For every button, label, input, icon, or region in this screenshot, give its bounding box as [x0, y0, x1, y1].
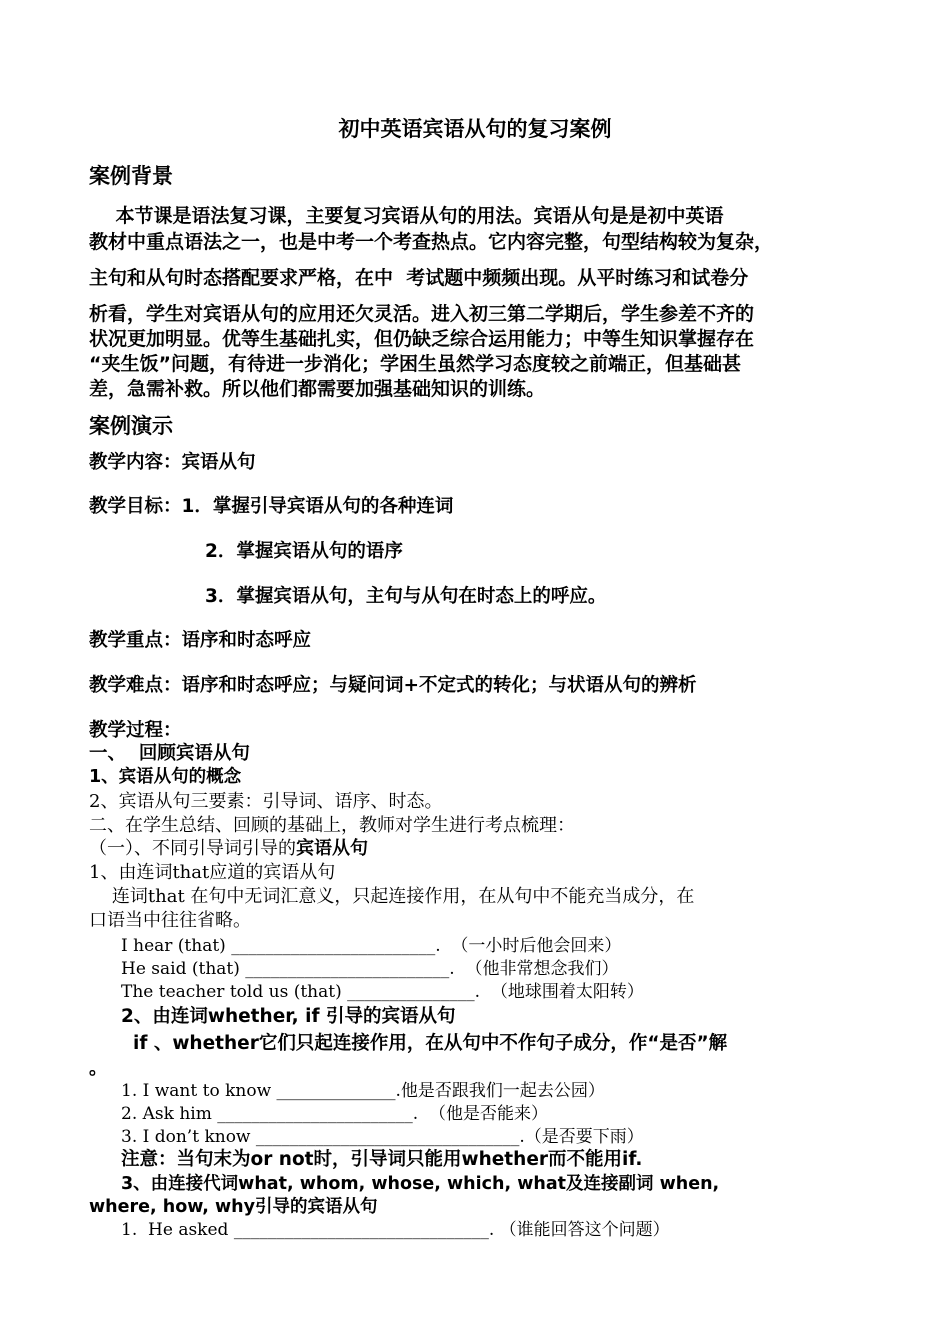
process-item-1: 1、宾语从句的概念	[89, 767, 242, 787]
process-part-2: 二、在学生总结、回顾的基础上，教师对学生进行考点梳理：	[89, 815, 575, 836]
section-heading-background: 案例背景	[89, 164, 173, 188]
that-clause-title: 1、由连词that应道的宾语从句	[89, 862, 336, 883]
that-example-3: The teacher told us (that) _______________. （地球围着太阳转）	[121, 982, 644, 1002]
background-paragraph-line: “夹生饭”问题，有待进一步消化；学困生虽然学习态度较之前端正，但基础甚	[89, 353, 741, 375]
that-example-1: I hear (that) ________________________. （一小时后他会回来）	[121, 936, 622, 956]
process-label: 教学过程：	[89, 720, 182, 741]
wh-clause-title-line-2: where, how, why引导的宾语从句	[89, 1197, 378, 1217]
that-clause-desc-line: 口语当中往往省略。	[89, 910, 251, 931]
teaching-goal-3: 3．掌握宾语从句，主句与从句在时态上的呼应。	[205, 586, 607, 607]
teaching-goal-2: 2．掌握宾语从句的语序	[205, 541, 403, 562]
whether-example-2: 2. Ask him _______________________. （他是否能来）	[121, 1104, 548, 1124]
background-paragraph-line: 教材中重点语法之一，也是中考一个考查热点。它内容完整，句型结构较为复杂，	[89, 231, 774, 253]
note-or-not: 注意：当句末为or not时，引导词只能用whether而不能用if.	[121, 1149, 643, 1170]
wh-example-1: 1. He asked ______________________________. （谁能回答这个问题）	[121, 1220, 670, 1240]
background-paragraph-line: 析看，学生对宾语从句的应用还欠灵活。进入初三第二学期后，学生参差不齐的	[89, 303, 755, 325]
wh-clause-title-line-1: 3、由连接代词what, whom, whose, which, what及连接副词 when,	[121, 1174, 720, 1194]
background-paragraph-line: 本节课是语法复习课，主要复习宾语从句的用法。宾语从句是是初中英语	[89, 205, 724, 227]
teaching-difficulties: 教学难点：语序和时态呼应；与疑问词+不定式的转化；与状语从句的辨析	[89, 675, 697, 696]
background-paragraph-line: 主句和从句时态搭配要求严格，在中 考试题中频频出现。从平时练习和试卷分	[89, 267, 749, 289]
that-example-2: He said (that) ________________________. （他非常想念我们）	[121, 959, 619, 979]
whether-example-1: 1. I want to know ______________.他是否跟我们一起去公园）	[121, 1081, 605, 1101]
that-clause-desc-line: 连词that 在句中无词汇意义，只起连接作用，在从句中不能充当成分，在	[89, 886, 695, 907]
document-title: 初中英语宾语从句的复习案例	[338, 117, 612, 141]
teaching-content: 教学内容：宾语从句	[89, 452, 256, 473]
section-heading-demo: 案例演示	[89, 414, 173, 438]
sub-heading-prefix: （一）、不同引导词引导的	[89, 838, 296, 859]
process-part-1: 一、 回顾宾语从句	[89, 743, 250, 764]
sub-heading-bold: 宾语从句	[296, 838, 368, 859]
whether-clause-desc: if 、whether它们只起连接作用，在从句中不作句子成分，作“是否”解	[133, 1033, 728, 1054]
whether-clause-title: 2、由连词whether, if 引导的宾语从句	[121, 1006, 456, 1027]
whether-example-3: 3. I don’t know _______________________________.（是否要下雨）	[121, 1127, 644, 1147]
teaching-goal-1: 教学目标：1．掌握引导宾语从句的各种连词	[89, 496, 454, 517]
background-paragraph-line: 差，急需补救。所以他们都需要加强基础知识的训练。	[89, 378, 546, 400]
background-paragraph-line: 状况更加明显。优等生基础扎实，但仍缺乏综合运用能力；中等生知识掌握存在	[89, 328, 755, 350]
process-sub-heading-1	[89, 834, 368, 860]
teaching-key-points: 教学重点：语序和时态呼应	[89, 630, 312, 651]
whether-clause-desc-end: 。	[89, 1058, 108, 1079]
process-item-2: 2、宾语从句三要素：引导词、语序、时态。	[89, 791, 443, 812]
